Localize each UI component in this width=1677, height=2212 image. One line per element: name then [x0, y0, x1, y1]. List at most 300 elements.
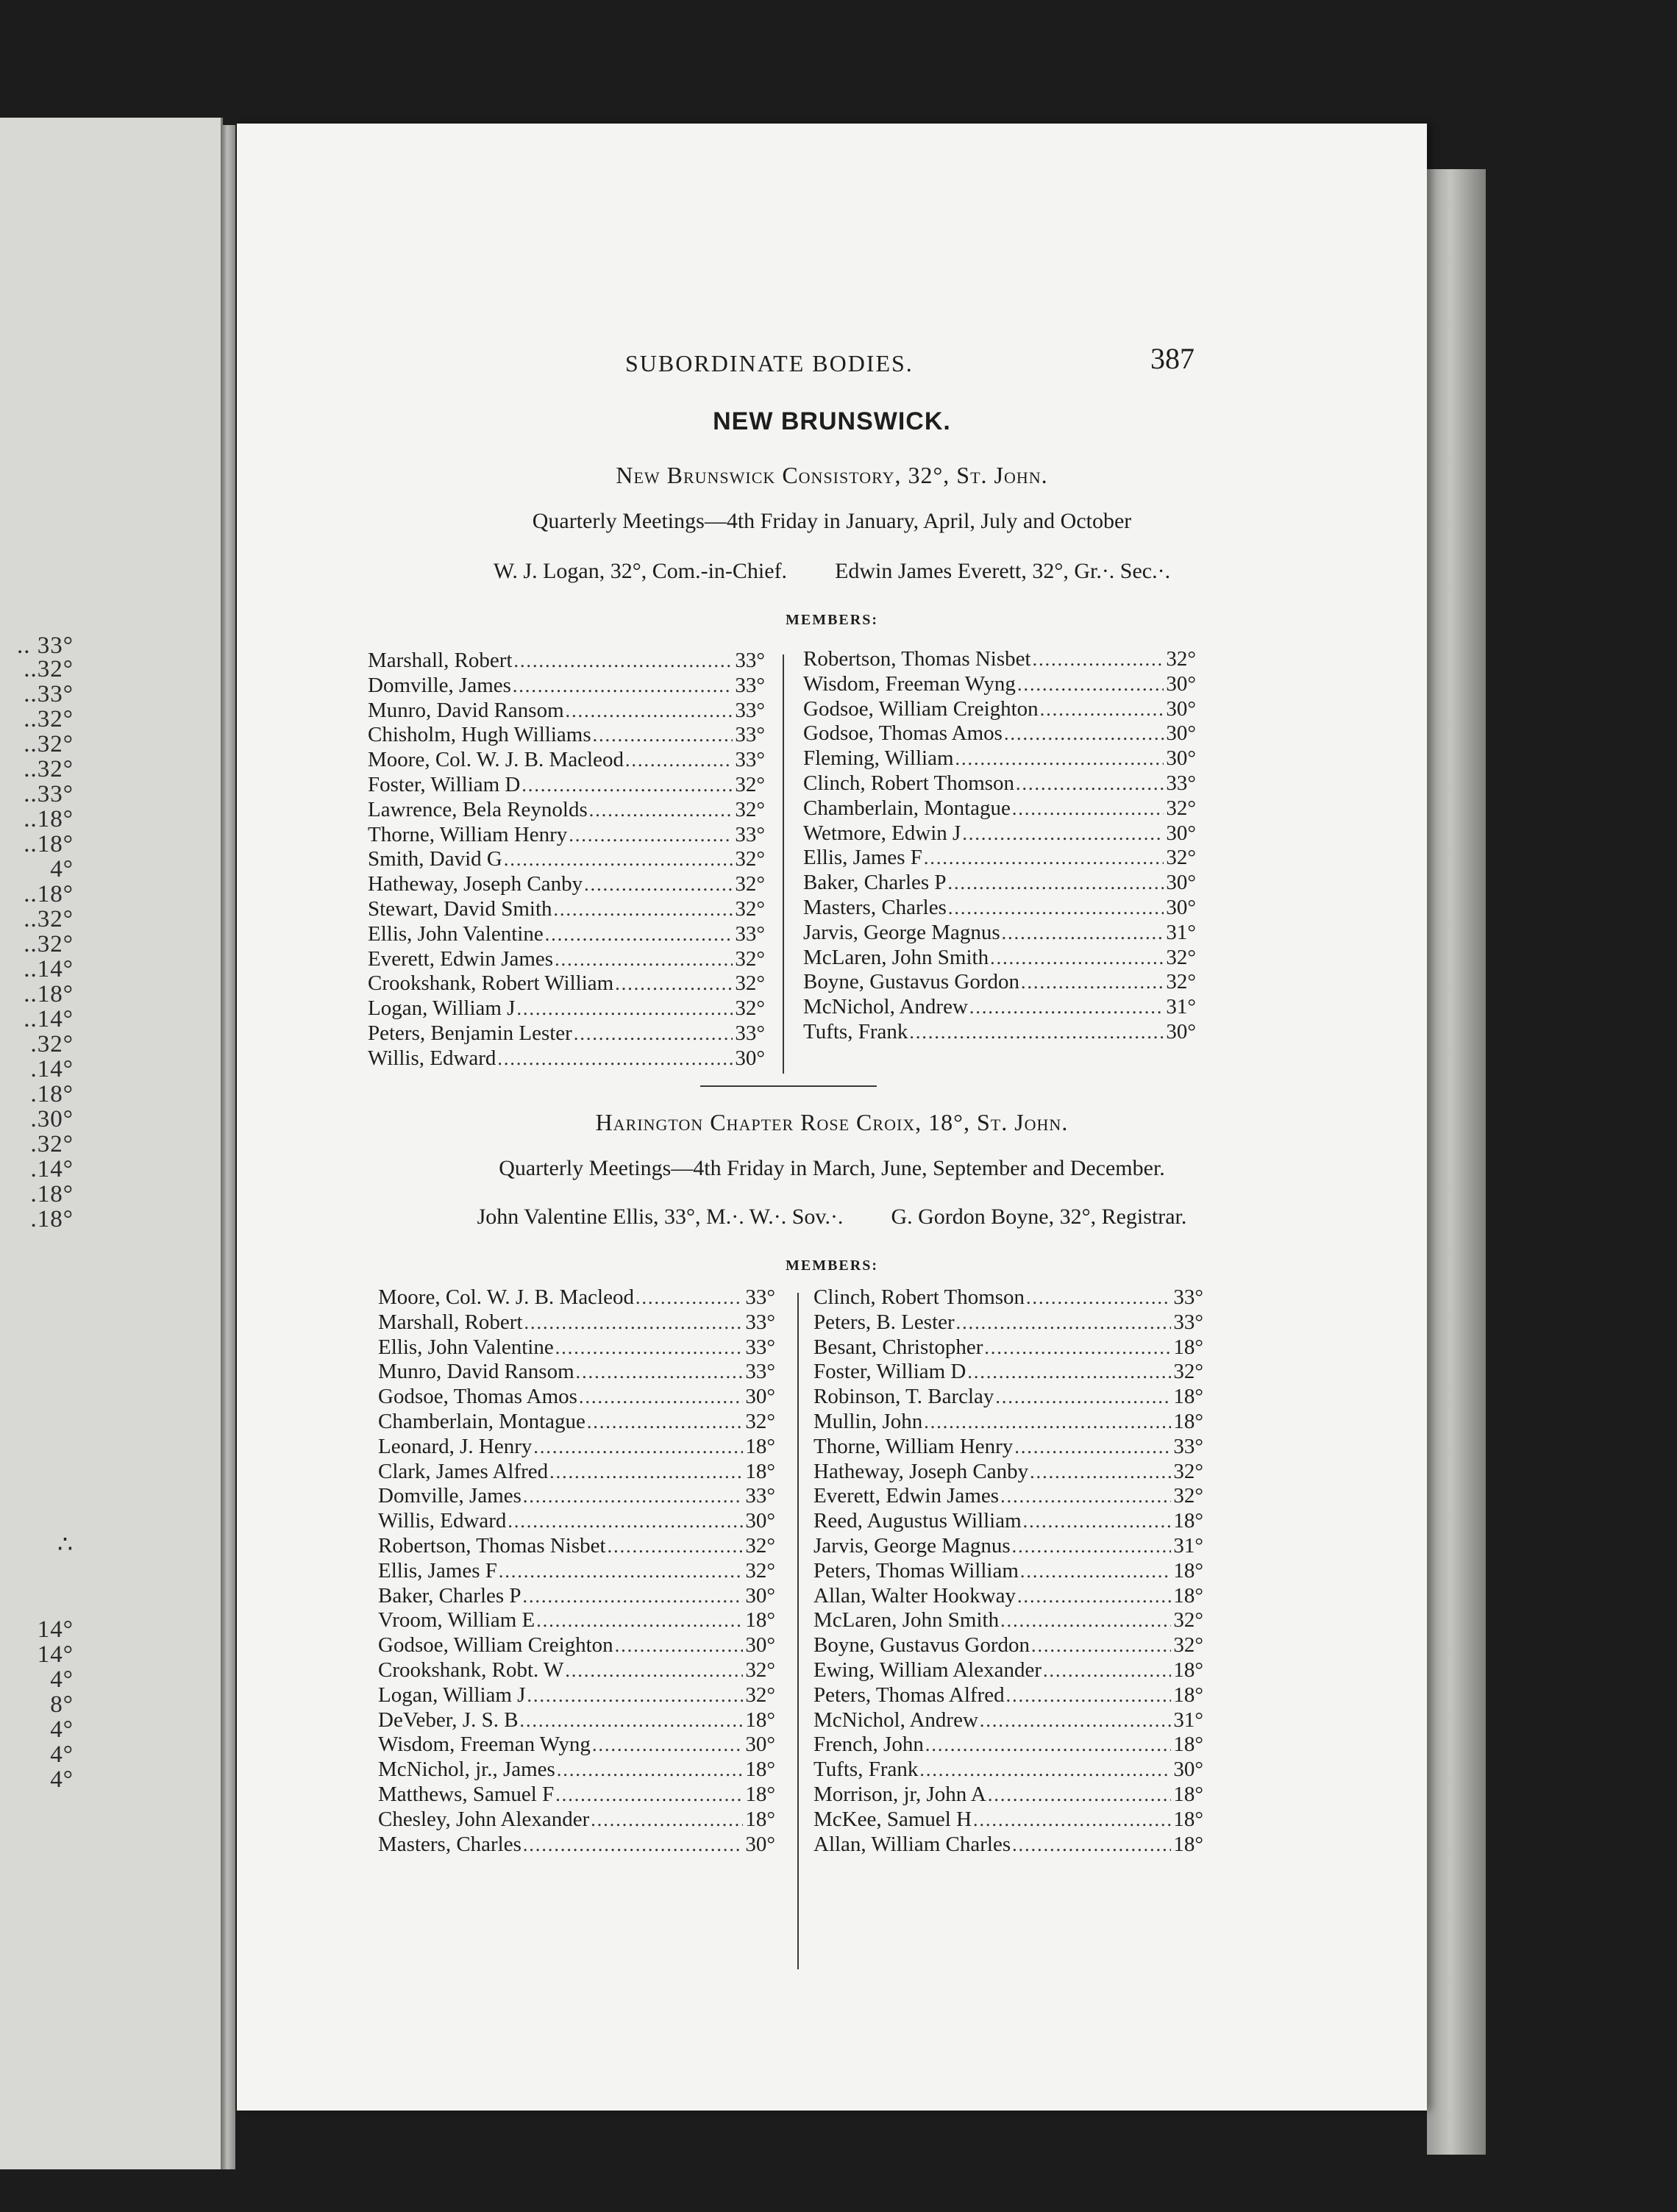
facing-page-degree: .14°	[30, 1156, 74, 1182]
member-degree: 33°	[735, 748, 765, 772]
member-degree: 32°	[1166, 945, 1196, 969]
dot-leader	[555, 1783, 743, 1808]
chapter-members-right	[813, 1285, 1203, 1857]
section-divider	[700, 1085, 877, 1087]
member-name: Wisdom, Freeman Wyng	[378, 1733, 591, 1757]
member-degree: 33°	[745, 1310, 775, 1334]
chapter-registrar: G. Gordon Boyne, 32°, Registrar.	[891, 1205, 1187, 1229]
member-entry	[378, 1608, 775, 1633]
consistory-members-label: MEMBERS:	[786, 612, 878, 628]
member-name: Smith, David G	[368, 847, 502, 871]
member-name: Baker, Charles P	[378, 1583, 521, 1608]
member-entry	[368, 773, 765, 798]
dot-leader	[579, 1385, 743, 1410]
facing-page-degree: .. 33°	[17, 632, 74, 659]
member-degree: 32°	[735, 772, 765, 796]
dot-leader	[1031, 1633, 1171, 1658]
member-name: Clinch, Robert Thomson	[813, 1285, 1025, 1309]
member-degree: 18°	[1173, 1409, 1203, 1433]
member-entry	[368, 1046, 765, 1071]
member-degree: 18°	[1173, 1832, 1203, 1856]
member-degree: 18°	[745, 1758, 775, 1782]
member-degree: 32°	[1166, 796, 1196, 820]
member-degree: 30°	[745, 1385, 775, 1409]
dot-leader	[980, 1708, 1171, 1733]
member-entry	[368, 798, 765, 823]
facing-page-degree: .18°	[30, 1181, 74, 1207]
member-degree: 30°	[1166, 721, 1196, 746]
member-entry	[813, 1808, 1203, 1833]
member-degree: 31°	[1166, 995, 1196, 1019]
member-entry	[368, 723, 765, 748]
member-degree: 33°	[745, 1360, 775, 1384]
member-name: Allan, William Charles	[813, 1832, 1011, 1856]
member-name: French, John	[813, 1733, 924, 1757]
dot-leader	[555, 1335, 743, 1360]
page-number: 387	[1150, 342, 1194, 375]
dot-leader	[592, 1733, 743, 1758]
member-name: Foster, William D	[368, 772, 521, 796]
book-gutter	[221, 125, 235, 2169]
book-page	[237, 124, 1427, 2111]
member-entry	[378, 1460, 775, 1485]
dot-leader	[566, 699, 733, 724]
member-entry	[378, 1584, 775, 1609]
dot-leader	[1043, 1658, 1171, 1683]
member-degree: 18°	[1173, 1658, 1203, 1682]
member-degree: 33°	[735, 649, 765, 672]
member-entry	[813, 1385, 1203, 1410]
chapter-sovereign: John Valentine Ellis, 33°, M.·. W.·. Sov.·.	[477, 1205, 844, 1229]
member-name: Jarvis, George Magnus	[813, 1533, 1011, 1558]
member-degree: 18°	[1173, 1583, 1203, 1608]
member-entry	[803, 746, 1196, 771]
member-name: Jarvis, George Magnus	[803, 920, 1000, 944]
member-degree: 30°	[1166, 1019, 1196, 1043]
facing-page-degree: ..32°	[24, 706, 74, 732]
chapter-title: Harington Chapter Rose Croix, 18°, St. John.	[595, 1109, 1069, 1135]
member-degree: 18°	[745, 1807, 775, 1831]
member-name: McKee, Samuel H	[813, 1807, 972, 1831]
member-degree: 18°	[745, 1708, 775, 1732]
member-degree: 32°	[1173, 1484, 1203, 1508]
dot-leader	[919, 1758, 1171, 1783]
facing-page-degree: 4°	[50, 856, 74, 882]
member-entry	[378, 1559, 775, 1584]
dot-leader	[1020, 1559, 1171, 1584]
member-name: Ellis, John Valentine	[378, 1335, 554, 1359]
dot-leader	[508, 1509, 743, 1534]
member-name: Leonard, J. Henry	[378, 1434, 533, 1458]
facing-page-degree: ..18°	[24, 981, 74, 1007]
member-name: Morrison, jr, John A	[813, 1782, 986, 1806]
member-name: Thorne, William Henry	[368, 822, 568, 846]
member-entry	[378, 1484, 775, 1509]
member-entry	[803, 921, 1196, 946]
dot-leader	[514, 649, 733, 674]
dot-leader	[1004, 721, 1164, 746]
member-entry	[813, 1310, 1203, 1335]
dot-leader	[924, 1410, 1171, 1435]
member-name: Peters, Benjamin Lester	[368, 1021, 572, 1045]
member-entry	[813, 1460, 1203, 1485]
member-entry	[813, 1833, 1203, 1858]
member-entry	[803, 647, 1196, 672]
dot-leader	[589, 798, 733, 823]
member-name: McLaren, John Smith	[803, 945, 989, 969]
dot-leader	[1012, 1534, 1171, 1559]
dot-leader	[524, 1310, 743, 1335]
member-entry	[378, 1534, 775, 1559]
dot-leader	[1012, 1833, 1171, 1858]
dot-leader	[499, 1559, 743, 1584]
member-degree: 33°	[745, 1285, 775, 1309]
member-degree: 18°	[1173, 1335, 1203, 1359]
dot-leader	[523, 1484, 743, 1509]
member-entry	[813, 1658, 1203, 1683]
member-name: Stewart, David Smith	[368, 896, 552, 921]
facing-page-degree: .18°	[30, 1206, 74, 1232]
member-degree: 33°	[735, 1021, 765, 1045]
member-name: Masters, Charles	[378, 1832, 521, 1856]
member-name: Ellis, James F	[378, 1558, 497, 1583]
dot-leader	[593, 723, 733, 748]
member-entry	[813, 1708, 1203, 1733]
member-entry	[368, 1021, 765, 1046]
member-degree: 18°	[1173, 1683, 1203, 1707]
dot-leader	[973, 1808, 1171, 1833]
member-degree: 33°	[1173, 1310, 1203, 1334]
member-degree: 32°	[1166, 970, 1196, 994]
member-name: Munro, David Ransom	[378, 1360, 574, 1384]
dot-leader	[608, 1534, 743, 1559]
consistory-commander: W. J. Logan, 32°, Com.-in-Chief.	[493, 559, 788, 583]
member-name: McLaren, John Smith	[813, 1608, 1000, 1633]
member-name: Marshall, Robert	[378, 1310, 523, 1334]
member-entry	[378, 1385, 775, 1410]
dot-leader	[1033, 647, 1164, 672]
dot-leader	[533, 1435, 743, 1460]
member-entry	[803, 970, 1196, 995]
member-entry	[803, 721, 1196, 746]
member-entry	[378, 1783, 775, 1808]
dot-leader	[1026, 1285, 1171, 1310]
column-divider	[797, 1293, 799, 1969]
member-name: Clinch, Robert Thomson	[803, 771, 1015, 795]
member-degree: 33°	[745, 1335, 775, 1359]
dot-leader	[1000, 1484, 1171, 1509]
member-name: Chisholm, Hugh Williams	[368, 723, 591, 747]
member-entry	[813, 1509, 1203, 1534]
dot-leader	[948, 896, 1164, 921]
member-entry	[368, 823, 765, 848]
member-entry	[378, 1808, 775, 1833]
dot-leader	[1002, 921, 1164, 946]
dot-leader	[591, 1808, 743, 1833]
member-entry	[378, 1360, 775, 1385]
member-name: Boyne, Gustavus Gordon	[813, 1633, 1030, 1658]
member-degree: 18°	[745, 1782, 775, 1806]
member-entry	[803, 896, 1196, 921]
dot-leader	[956, 1310, 1171, 1335]
member-degree: 32°	[1173, 1633, 1203, 1658]
facing-page-degree: ..33°	[24, 781, 74, 807]
member-entry	[813, 1410, 1203, 1435]
member-name: Godsoe, Thomas Amos	[378, 1385, 577, 1409]
facing-page-degree: 14°	[37, 1616, 74, 1643]
member-degree: 32°	[735, 971, 765, 996]
member-entry	[378, 1335, 775, 1360]
dot-leader	[962, 821, 1164, 846]
member-name: Robinson, T. Barclay	[813, 1385, 994, 1409]
member-entry	[378, 1410, 775, 1435]
chapter-officers	[237, 1205, 1427, 1230]
member-degree: 30°	[745, 1832, 775, 1856]
dot-leader	[615, 1633, 743, 1658]
member-name: Baker, Charles P	[803, 871, 947, 895]
dot-leader	[1000, 1608, 1171, 1633]
member-degree: 32°	[735, 896, 765, 921]
dot-leader	[988, 1783, 1171, 1808]
dot-leader	[527, 1683, 743, 1708]
member-degree: 18°	[745, 1434, 775, 1458]
facing-page-degree: 4°	[50, 1716, 74, 1743]
member-name: Crookshank, Robert William	[368, 971, 614, 996]
member-degree: 32°	[745, 1409, 775, 1433]
facing-page-degree: ∴	[57, 1532, 74, 1558]
dot-leader	[516, 996, 733, 1021]
member-degree: 32°	[735, 996, 765, 1021]
member-entry	[813, 1733, 1203, 1758]
member-entry	[813, 1559, 1203, 1584]
member-degree: 32°	[735, 847, 765, 871]
member-degree: 33°	[1173, 1434, 1203, 1458]
member-degree: 32°	[1173, 1360, 1203, 1384]
member-name: Moore, Col. W. J. B. Macleod	[368, 748, 624, 772]
member-name: Wisdom, Freeman Wyng	[803, 671, 1016, 696]
member-degree: 31°	[1173, 1708, 1203, 1732]
member-name: Vroom, William E	[378, 1608, 535, 1633]
member-name: Domville, James	[378, 1484, 521, 1508]
dot-leader	[554, 897, 733, 922]
dot-leader	[995, 1385, 1171, 1410]
member-name: Domville, James	[368, 673, 511, 697]
member-degree: 30°	[1173, 1758, 1203, 1782]
dot-leader	[536, 1608, 743, 1633]
member-name: Robertson, Thomas Nisbet	[803, 647, 1031, 671]
dot-leader	[576, 1360, 743, 1385]
member-degree: 30°	[1166, 871, 1196, 895]
member-degree: 18°	[1173, 1782, 1203, 1806]
consistory-title: New Brunswick Consistory, 32°, St. John.	[616, 462, 1048, 488]
dot-leader	[1012, 796, 1164, 821]
member-degree: 33°	[735, 822, 765, 846]
member-name: Ellis, James F	[803, 846, 922, 870]
member-name: Munro, David Ransom	[368, 698, 564, 722]
member-degree: 32°	[1166, 846, 1196, 870]
dot-leader	[984, 1335, 1171, 1360]
column-divider	[783, 654, 784, 1074]
member-degree: 30°	[1166, 895, 1196, 919]
facing-page-degree: .32°	[30, 1131, 74, 1157]
facing-page-degree: .18°	[30, 1081, 74, 1107]
member-name: Boyne, Gustavus Gordon	[803, 970, 1020, 994]
member-name: Chamberlain, Montague	[803, 796, 1011, 820]
consistory-members-right	[803, 647, 1196, 1045]
facing-page-degree: ..18°	[24, 881, 74, 907]
member-degree: 32°	[1173, 1459, 1203, 1483]
member-entry	[813, 1285, 1203, 1310]
member-name: McNichol, jr., James	[378, 1758, 555, 1782]
member-degree: 18°	[1173, 1509, 1203, 1533]
facing-page-degree: 8°	[50, 1691, 74, 1718]
member-entry	[368, 847, 765, 872]
member-degree: 31°	[1173, 1533, 1203, 1558]
dot-leader	[909, 1020, 1164, 1045]
member-name: Hatheway, Joseph Canby	[368, 872, 583, 896]
member-entry	[813, 1683, 1203, 1708]
member-entry	[368, 897, 765, 922]
member-degree: 32°	[1173, 1608, 1203, 1633]
member-degree: 30°	[745, 1633, 775, 1658]
dot-leader	[967, 1360, 1171, 1385]
member-name: Willis, Edward	[368, 1046, 496, 1070]
member-name: Ellis, John Valentine	[368, 921, 544, 946]
member-entry	[813, 1534, 1203, 1559]
member-name: Logan, William J	[368, 996, 516, 1021]
facing-page-degree: ..32°	[24, 756, 74, 782]
member-name: Besant, Christopher	[813, 1335, 983, 1359]
member-entry	[803, 946, 1196, 971]
dot-leader	[625, 748, 733, 773]
member-entry	[803, 846, 1196, 871]
facing-page-degree: 4°	[50, 1741, 74, 1768]
member-entry	[803, 995, 1196, 1020]
consistory-officers	[237, 559, 1427, 584]
member-degree: 30°	[745, 1509, 775, 1533]
dot-leader	[1023, 1509, 1171, 1534]
dot-leader	[545, 922, 733, 947]
member-name: Wetmore, Edwin J	[803, 821, 961, 845]
dot-leader	[925, 1733, 1171, 1758]
facing-page-degree: 14°	[37, 1641, 74, 1668]
member-name: Ewing, William Alexander	[813, 1658, 1042, 1682]
member-entry	[813, 1435, 1203, 1460]
member-entry	[813, 1758, 1203, 1783]
member-degree: 33°	[1166, 771, 1196, 795]
member-degree: 32°	[745, 1533, 775, 1558]
member-name: Thorne, William Henry	[813, 1434, 1014, 1458]
member-degree: 33°	[735, 921, 765, 946]
member-name: Tufts, Frank	[803, 1019, 908, 1043]
member-entry	[803, 672, 1196, 697]
member-degree: 30°	[1166, 696, 1196, 721]
member-entry	[368, 947, 765, 972]
member-name: Tufts, Frank	[813, 1758, 919, 1782]
member-entry	[368, 996, 765, 1021]
facing-page-degree: ..32°	[24, 656, 74, 682]
consistory-members-left	[368, 649, 765, 1071]
member-name: Everett, Edwin James	[813, 1484, 1000, 1508]
member-entry	[378, 1733, 775, 1758]
member-name: Foster, William D	[813, 1360, 966, 1384]
facing-page-degree: ..32°	[24, 931, 74, 957]
dot-leader	[555, 947, 733, 972]
member-entry	[813, 1783, 1203, 1808]
member-name: Reed, Augustus William	[813, 1509, 1022, 1533]
member-entry	[378, 1683, 775, 1708]
member-entry	[378, 1758, 775, 1783]
member-degree: 18°	[1173, 1385, 1203, 1409]
member-entry	[378, 1509, 775, 1534]
member-name: Moore, Col. W. J. B. Macleod	[378, 1285, 634, 1309]
member-entry	[803, 1020, 1196, 1045]
facing-page-degree: .30°	[30, 1106, 74, 1132]
dot-leader	[1017, 1584, 1171, 1609]
member-entry	[813, 1360, 1203, 1385]
member-entry	[368, 748, 765, 773]
member-entry	[378, 1435, 775, 1460]
member-name: Peters, Thomas Alfred	[813, 1683, 1005, 1707]
member-degree: 18°	[1173, 1807, 1203, 1831]
member-entry	[378, 1285, 775, 1310]
member-name: Godsoe, William Creighton	[378, 1633, 613, 1658]
member-degree: 18°	[1173, 1558, 1203, 1583]
member-entry	[368, 872, 765, 897]
dot-leader	[504, 847, 733, 872]
member-degree: 18°	[745, 1608, 775, 1633]
member-name: McNichol, Andrew	[803, 995, 968, 1019]
member-degree: 32°	[1166, 647, 1196, 671]
dot-leader	[521, 773, 733, 798]
dot-leader	[584, 872, 733, 897]
member-name: Lawrence, Bela Reynolds	[368, 797, 588, 821]
dot-leader	[955, 746, 1164, 771]
member-degree: 31°	[1166, 920, 1196, 944]
chapter-members-label: MEMBERS:	[786, 1257, 878, 1274]
dot-leader	[557, 1758, 743, 1783]
member-degree: 33°	[735, 673, 765, 697]
chapter-members-left	[378, 1285, 775, 1857]
member-name: Clark, James Alfred	[378, 1459, 549, 1483]
dot-leader	[1014, 1435, 1171, 1460]
member-name: Fleming, William	[803, 746, 954, 771]
member-entry	[813, 1608, 1203, 1633]
member-name: Willis, Edward	[378, 1509, 507, 1533]
page-edges	[1427, 169, 1486, 2155]
member-entry	[378, 1658, 775, 1683]
member-entry	[368, 922, 765, 947]
dot-leader	[574, 1021, 733, 1046]
member-degree: 32°	[745, 1658, 775, 1682]
member-entry	[378, 1833, 775, 1858]
member-degree: 32°	[745, 1558, 775, 1583]
member-name: Hatheway, Joseph Canby	[813, 1459, 1029, 1483]
member-degree: 32°	[745, 1683, 775, 1707]
dot-leader	[523, 1833, 743, 1858]
dot-leader	[1016, 771, 1164, 796]
member-name: Logan, William J	[378, 1683, 526, 1707]
facing-page-degree: .14°	[30, 1056, 74, 1082]
consistory-secretary: Edwin James Everett, 32°, Gr.·. Sec.·.	[835, 559, 1171, 583]
member-entry	[378, 1633, 775, 1658]
member-entry	[803, 771, 1196, 796]
dot-leader	[615, 971, 733, 996]
member-entry	[368, 674, 765, 699]
member-entry	[368, 699, 765, 724]
member-entry	[813, 1335, 1203, 1360]
facing-page-degree: ..33°	[24, 681, 74, 707]
